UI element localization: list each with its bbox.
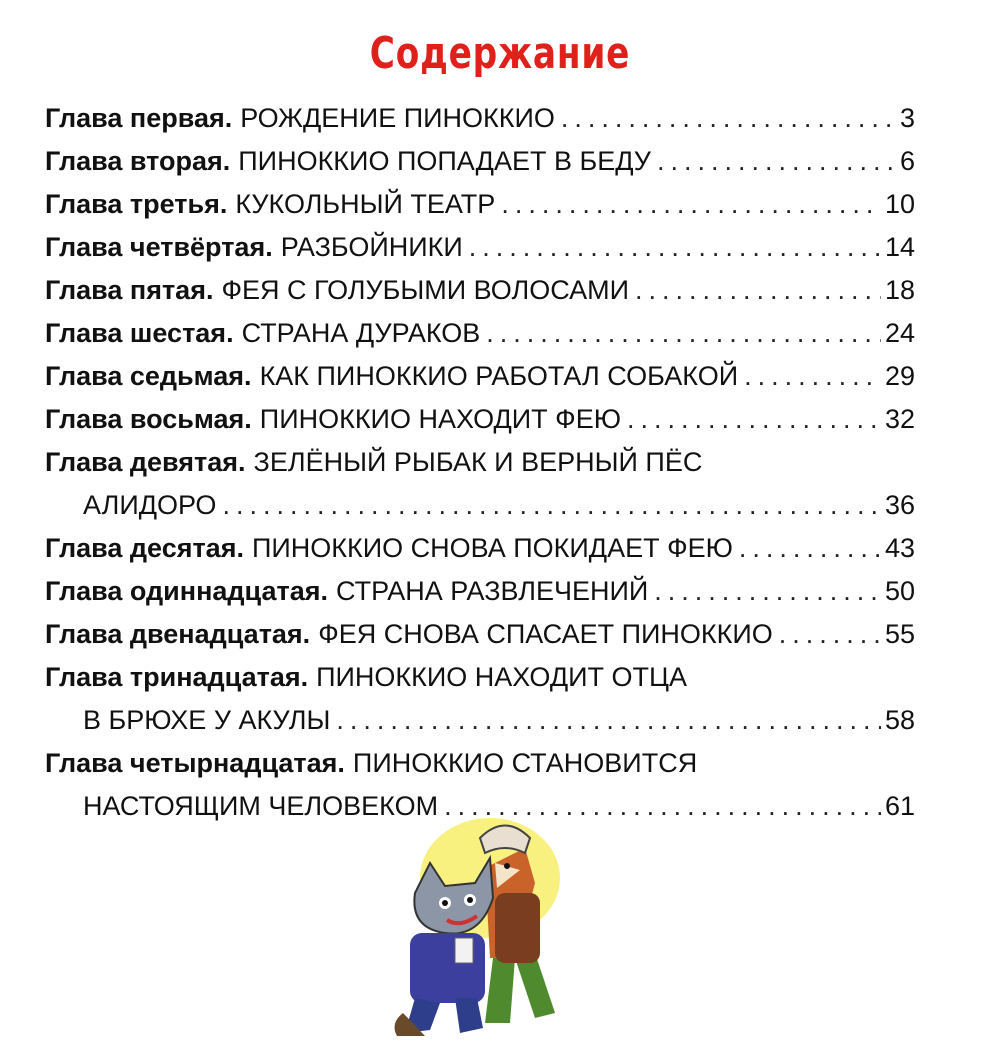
page-number: 6	[899, 146, 915, 176]
toc-line	[45, 699, 915, 742]
toc-line	[45, 441, 915, 484]
page-number: 29	[884, 361, 915, 391]
chapter-title: КУКОЛЬНЫЙ ТЕАТР	[235, 189, 496, 219]
toc-line	[45, 484, 915, 527]
page-number: 18	[884, 275, 915, 305]
page-number: 14	[884, 232, 915, 262]
toc-line	[45, 183, 915, 226]
page-number: 61	[884, 791, 915, 821]
page-title: Содержание	[369, 28, 631, 79]
dot-leader	[561, 97, 896, 140]
chapter-label: Глава первая.	[45, 103, 233, 133]
chapter-title: НАСТОЯЩИМ ЧЕЛОВЕКОМ	[83, 791, 439, 821]
toc-line	[45, 656, 915, 699]
page-number: 36	[884, 490, 915, 520]
chapter-title: ПИНОККИО НАХОДИТ ФЕЮ	[259, 404, 621, 434]
chapter-title: ЗЕЛЁНЫЙ РЫБАК И ВЕРНЫЙ ПЁС	[253, 447, 703, 477]
page-number: 55	[884, 619, 915, 649]
chapter-title: ПИНОККИО СНОВА ПОКИДАЕТ ФЕЮ	[251, 533, 733, 563]
chapter-label: Глава восьмая.	[45, 404, 252, 434]
chapter-label: Глава четырнадцатая.	[45, 748, 345, 778]
chapter-label: Глава пятая.	[45, 275, 214, 305]
toc-entry[interactable]	[45, 97, 915, 140]
toc-line	[45, 527, 915, 570]
toc-entry[interactable]	[45, 441, 915, 527]
chapter-label: Глава двенадцатая.	[45, 619, 311, 649]
chapter-label: Глава тринадцатая.	[45, 662, 309, 692]
toc-entry[interactable]	[45, 269, 915, 312]
chapter-title: ПИНОККИО ПОПАДАЕТ В БЕДУ	[238, 146, 651, 176]
chapter-title: ПИНОККИО НАХОДИТ ОТЦА	[316, 662, 687, 692]
chapter-title: АЛИДОРО	[83, 490, 217, 520]
toc-entry[interactable]	[45, 656, 915, 742]
chapter-label: Глава седьмая.	[45, 361, 252, 391]
chapter-label: Глава вторая.	[45, 146, 231, 176]
dot-leader	[635, 269, 881, 312]
chapter-title: ФЕЯ С ГОЛУБЫМИ ВОЛОСАМИ	[221, 275, 630, 305]
chapter-label: Глава шестая.	[45, 318, 234, 348]
dot-leader	[222, 484, 881, 527]
dot-leader	[627, 398, 881, 441]
toc-line	[45, 97, 915, 140]
toc-entry[interactable]	[45, 355, 915, 398]
chapter-title: РОЖДЕНИЕ ПИНОККИО	[240, 103, 555, 133]
page-number: 10	[884, 189, 915, 219]
toc-entry[interactable]	[45, 527, 915, 570]
toc-entry[interactable]	[45, 140, 915, 183]
toc-entry[interactable]	[45, 613, 915, 656]
dot-leader	[336, 699, 881, 742]
dot-leader	[657, 140, 896, 183]
chapter-label: Глава одиннадцатая.	[45, 576, 328, 606]
toc-line	[45, 312, 915, 355]
page-number: 32	[884, 404, 915, 434]
chapter-label: Глава девятая.	[45, 447, 246, 477]
chapter-title: В БРЮХЕ У АКУЛЫ	[83, 705, 331, 735]
toc-line	[45, 355, 915, 398]
chapter-label: Глава третья.	[45, 189, 228, 219]
toc-entry[interactable]	[45, 183, 915, 226]
toc-entry[interactable]	[45, 226, 915, 269]
dot-leader	[469, 226, 881, 269]
toc-line	[45, 140, 915, 183]
chapter-title: СТРАНА РАЗВЛЕЧЕНИЙ	[335, 576, 649, 606]
chapter-title: КАК ПИНОККИО РАБОТАЛ СОБАКОЙ	[259, 361, 739, 391]
page-number: 50	[884, 576, 915, 606]
page-number: 58	[884, 705, 915, 735]
chapter-title: ФЕЯ СНОВА СПАСАЕТ ПИНОККИО	[318, 619, 773, 649]
dot-leader	[739, 527, 881, 570]
chapter-label: Глава четвёртая.	[45, 232, 273, 262]
toc-line	[45, 613, 915, 656]
table-of-contents	[45, 97, 915, 828]
chapter-title: СТРАНА ДУРАКОВ	[241, 318, 481, 348]
toc-line	[45, 742, 915, 785]
toc-entry[interactable]	[45, 570, 915, 613]
page-number: 43	[884, 533, 915, 563]
toc-line	[45, 226, 915, 269]
page-number: 3	[899, 103, 915, 133]
fox-and-cat-illustration-icon	[385, 808, 575, 1038]
toc-line	[45, 570, 915, 613]
page-number: 24	[884, 318, 915, 348]
dot-leader	[501, 183, 881, 226]
dot-leader	[744, 355, 881, 398]
dot-leader	[654, 570, 881, 613]
toc-line	[45, 269, 915, 312]
chapter-title: ПИНОККИО СТАНОВИТСЯ	[352, 748, 698, 778]
toc-line	[45, 398, 915, 441]
dot-leader	[486, 312, 881, 355]
chapter-title: РАЗБОЙНИКИ	[280, 232, 463, 262]
chapter-label: Глава десятая.	[45, 533, 244, 563]
dot-leader	[779, 613, 881, 656]
toc-entry[interactable]	[45, 398, 915, 441]
toc-entry[interactable]	[45, 312, 915, 355]
